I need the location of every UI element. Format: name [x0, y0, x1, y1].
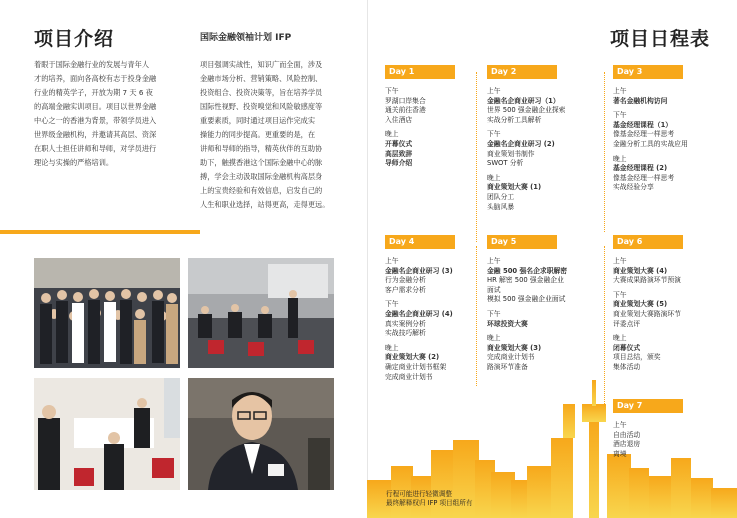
day-2-block	[487, 65, 597, 212]
schedule-session-title: 商业策划大赛 (3)	[487, 343, 542, 352]
intro-column-1	[34, 58, 184, 170]
intro-column-2	[200, 58, 350, 212]
schedule-session-title: 基金经理课程 (2)	[613, 164, 668, 173]
schedule-line: 团队分工	[487, 192, 515, 201]
schedule-line: 下午	[487, 309, 501, 318]
schedule-line: 下午	[613, 111, 627, 120]
intro-line: 上的宝贵经验和有效信息，启发自己的	[200, 186, 323, 195]
schedule-session-title: 商业策划大赛 (1)	[487, 183, 542, 192]
schedule-line: 晚上	[613, 154, 627, 163]
schedule-line: 酒店退房	[613, 440, 641, 449]
intro-subtitle: 国际金融领袖计划 IFP	[200, 33, 292, 43]
day-header: Day 1	[385, 65, 455, 79]
intro-line: 理论与实操的严格培训。	[34, 158, 114, 167]
schedule-line: 头脑风暴	[487, 202, 515, 211]
workshop-photo	[34, 378, 180, 490]
intro-line: 的高端金融实训项目。项目以世界金融	[34, 102, 157, 111]
intro-line: 着眼于国际金融行业的发展与青年人	[34, 60, 150, 69]
group-photo	[34, 258, 180, 368]
day-5-block	[487, 235, 597, 373]
schedule-line: 实战经验分享	[613, 183, 654, 192]
schedule-line: 上午	[613, 87, 627, 95]
schedule-line: 罗湖口岸集合	[385, 96, 426, 105]
schedule-line: 完成商业计划书	[385, 372, 433, 381]
day-4-block	[385, 235, 495, 382]
schedule-line: 下午	[613, 290, 627, 299]
schedule-line: 晚上	[487, 173, 501, 182]
schedule-line: SWOT 分析	[487, 159, 524, 168]
schedule-line: 行为金融分析	[385, 276, 426, 285]
schedule-line: 像基金经理一样思考	[613, 173, 675, 182]
intro-line: 投资组合、投资决策等，旨在培养学员	[200, 88, 323, 97]
schedule-session-title: 高层致辞	[385, 149, 413, 158]
schedule-line: 实战分析工具解析	[487, 115, 542, 124]
day-7-block	[613, 399, 723, 459]
intro-line: 助下，触摸香港这个国际金融中心的脉	[200, 158, 323, 167]
disclaimer-line: 行程可能进行轻微调整	[386, 490, 452, 498]
day-schedule-text	[487, 257, 597, 373]
day-header: Day 4	[385, 235, 455, 249]
schedule-line: 下午	[487, 130, 501, 139]
schedule-session-title: 商业策划大赛 (4)	[613, 266, 668, 275]
schedule-line: 面试	[487, 285, 501, 294]
intro-line: 才的培养，面向各高校有志于投身金融	[34, 74, 157, 83]
classroom-photo	[188, 258, 334, 368]
schedule-line: 离境	[613, 449, 627, 458]
schedule-session-title: 导师介绍	[385, 159, 413, 168]
schedule-session-title: 著名金融机构访问	[613, 96, 668, 105]
schedule-session-title: 金融名企商业研习 (3)	[385, 266, 453, 275]
schedule-line: 晚上	[613, 334, 627, 343]
schedule-line: 自由活动	[613, 430, 641, 439]
schedule-line: 下午	[385, 87, 399, 95]
day-header: Day 2	[487, 65, 557, 79]
schedule-line: 金融分析工具的实战应用	[613, 139, 688, 148]
schedule-line: 真实案例分析	[385, 319, 426, 328]
schedule-line: 像基金经理一样思考	[613, 130, 675, 139]
student-portrait-photo	[188, 378, 334, 490]
schedule-session-title: 金融名企商业研习 (2)	[487, 139, 555, 148]
day-header: Day 5	[487, 235, 557, 249]
day-schedule-text	[487, 87, 597, 212]
schedule-line: 通关前往香港	[385, 106, 426, 115]
schedule-line: 评委点评	[613, 319, 641, 328]
intro-line: 世界级金融机构，并邀请其高层、资深	[34, 130, 157, 139]
schedule-line: 大赛成果路演环节预演	[613, 276, 681, 285]
schedule-line: 模拟 500 强金融企业面试	[487, 295, 566, 304]
schedule-line: 路演环节准备	[487, 362, 528, 371]
timeline-dots	[604, 246, 605, 406]
schedule-line: 确定商业计划书框架	[385, 362, 447, 371]
day-header: Day 6	[613, 235, 683, 249]
intro-title: 项目介绍	[34, 28, 115, 50]
day-1-block	[385, 65, 495, 169]
intro-line: 在职人士担任讲师和导师，对学员进行	[34, 144, 157, 153]
day-schedule-text	[385, 257, 495, 382]
schedule-session-title: 商业策划大赛 (2)	[385, 353, 440, 362]
schedule-line: 晚上	[385, 343, 399, 352]
schedule-line: HR 解密 500 强金融企业	[487, 276, 564, 285]
schedule-session-title: 基金经理课程（1）	[613, 120, 673, 129]
day-header: Day 3	[613, 65, 683, 79]
intro-line: 搏，学会主动汲取国际金融机构高层身	[200, 172, 323, 181]
schedule-session-title: 开幕仪式	[385, 139, 413, 148]
day-schedule-text	[613, 257, 723, 373]
intro-line: 中心之一的香港为背景，带领学员进入	[34, 116, 157, 125]
schedule-session-title: 金融 500 强名企求职解密	[487, 266, 568, 275]
day-3-block	[613, 65, 723, 193]
schedule-line: 下午	[385, 300, 399, 309]
schedule-line: 完成商业计划书	[487, 353, 535, 362]
schedule-line: 晚上	[487, 334, 501, 343]
timeline-dots	[604, 72, 605, 232]
intro-line: 操能力的同步提高。更重要的是，在	[200, 130, 316, 139]
schedule-session-title: 金融名企商业研习（1）	[487, 96, 560, 105]
schedule-line: 上午	[613, 421, 627, 429]
intro-line: 金融市场分析、营销策略、风险控制、	[200, 74, 323, 83]
intro-line: 行业的精英学子，开放为期 7 天 6 夜	[34, 88, 153, 97]
schedule-session-title: 闭幕仪式	[613, 343, 641, 352]
schedule-line: 上午	[385, 257, 399, 265]
schedule-line: 项目总结，颁奖	[613, 353, 661, 362]
schedule-line: 入住酒店	[385, 115, 413, 124]
schedule-line: 实战技巧解析	[385, 329, 426, 338]
intro-line: 项目强调实战性，知识广而全面，涉及	[200, 60, 323, 69]
schedule-line: 上午	[613, 257, 627, 265]
schedule-line: 商业策划大赛路演环节	[613, 309, 681, 318]
day-schedule-text	[385, 87, 495, 169]
schedule-session-title: 金融名企商业研习 (4)	[385, 309, 453, 318]
schedule-session-title: 环球投资大赛	[487, 319, 528, 328]
intro-line: 国际性视野、投资嗅觉和风险敏感度等	[200, 102, 323, 111]
intro-line: 讲师和导师的指导，精英伙伴的互助协	[200, 144, 323, 153]
schedule-line: 世界 500 强金融企业探索	[487, 106, 566, 115]
schedule-disclaimer	[386, 490, 472, 508]
schedule-line: 晚上	[385, 130, 399, 139]
accent-bar	[0, 230, 200, 234]
day-6-block	[613, 235, 723, 373]
intro-line: 人生和职业选择，站得更高，走得更远。	[200, 200, 330, 209]
schedule-line: 客户需求分析	[385, 285, 426, 294]
day-schedule-text	[613, 87, 723, 193]
schedule-line: 上午	[487, 257, 501, 265]
schedule-title: 项目日程表	[610, 28, 711, 50]
schedule-line: 集体活动	[613, 362, 641, 371]
schedule-session-title: 商业策划大赛 (5)	[613, 300, 668, 309]
disclaimer-line: 最终解释权归 IFP 项目组所有	[386, 499, 473, 507]
day-header: Day 7	[613, 399, 683, 413]
intro-line: 重要素质，同时通过项目运作完成实	[200, 116, 316, 125]
day-schedule-text	[613, 421, 723, 459]
schedule-line: 商业策划书制作	[487, 149, 535, 158]
schedule-line: 上午	[487, 87, 501, 95]
